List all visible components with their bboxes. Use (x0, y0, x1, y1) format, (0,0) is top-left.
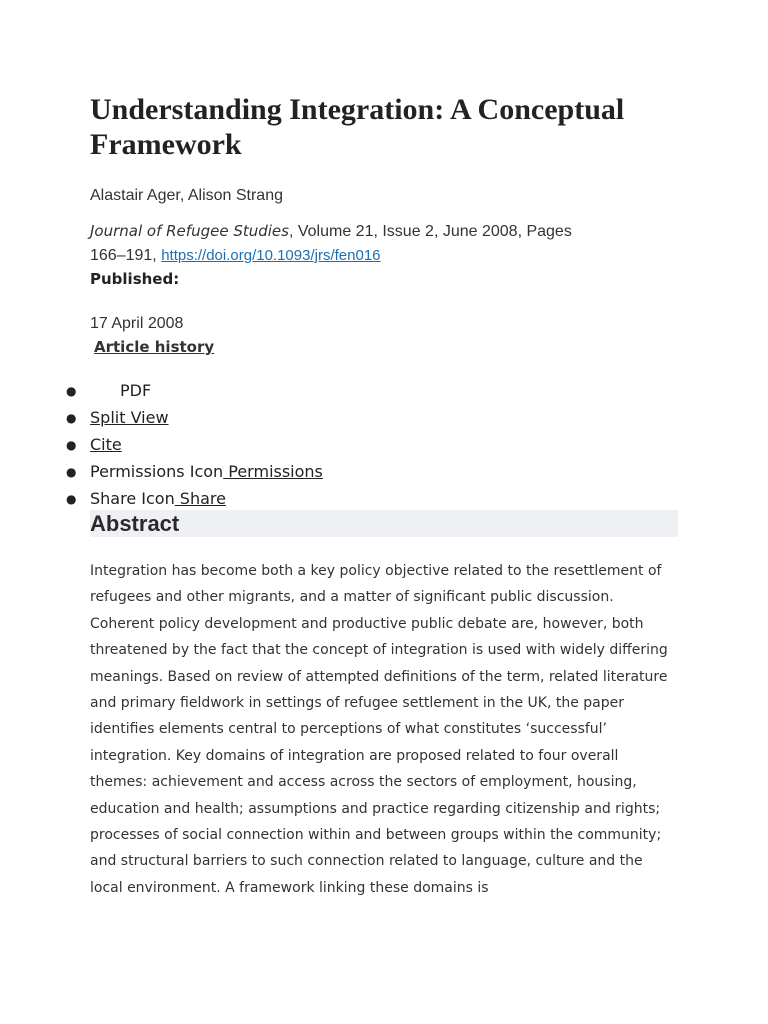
bullet-icon: ● (66, 465, 77, 479)
tool-item-pdf[interactable] (0, 379, 768, 406)
published-label: Published: (90, 270, 180, 288)
journal-name: Journal of Refugee Studies (90, 222, 289, 240)
bullet-icon: ● (66, 411, 77, 425)
published-date: 17 April 2008 (90, 315, 184, 332)
permissions-button[interactable]: Permissions (223, 462, 323, 481)
citation-details: , Volume 21, Issue 2, June 2008, Pages 166–191, (90, 223, 572, 264)
split-view-button[interactable]: Split View (90, 408, 169, 427)
bullet-icon: ● (66, 438, 77, 452)
share-icon: Share Icon (90, 489, 175, 508)
permissions-icon: Permissions Icon (90, 462, 224, 481)
bullet-icon: ● (66, 384, 77, 398)
article-history-link[interactable]: Article history (94, 338, 215, 356)
article-authors: Alastair Ager, Alison Strang (90, 187, 283, 204)
tool-item-permissions[interactable] (0, 460, 768, 487)
abstract-text: Integration has become both a key policy objective related to the resettlement of refugees and other migrants, and a matter of significant public discussion. Coherent policy development and productive public debate are, however, both threatened by the fact that the concept of integration is used with widely differing meanings. Based on review of attempted definitions of the term, related literature and primary fieldwork in settings of refugee settlement in the UK, the paper identifies elements central to perceptions of what constitutes ‘successful’ integration. Key domains of integration are proposed related to four overall themes: achievement and access across the sectors of employment, housing, education and health; assumptions and practice regarding citizenship and rights; processes of social connection within and between groups within the community; and structural barriers to such connection related to language, culture and the local environment. A framework linking these domains is (90, 563, 668, 896)
cite-button[interactable]: Cite (90, 435, 122, 454)
bullet-icon: ● (66, 492, 77, 506)
article-tools-list (0, 379, 768, 514)
doi-link[interactable]: https://doi.org/10.1093/jrs/fen016 (161, 247, 381, 264)
abstract-heading: Abstract (90, 510, 678, 537)
citation (90, 219, 610, 268)
article-title: Understanding Integration: A Conceptual Framework (90, 93, 625, 161)
share-button[interactable]: Share (174, 489, 226, 508)
tool-item-split-view[interactable] (0, 406, 768, 433)
pdf-button[interactable]: PDF (120, 381, 152, 400)
tool-item-cite[interactable] (0, 433, 768, 460)
article-header (90, 92, 680, 357)
